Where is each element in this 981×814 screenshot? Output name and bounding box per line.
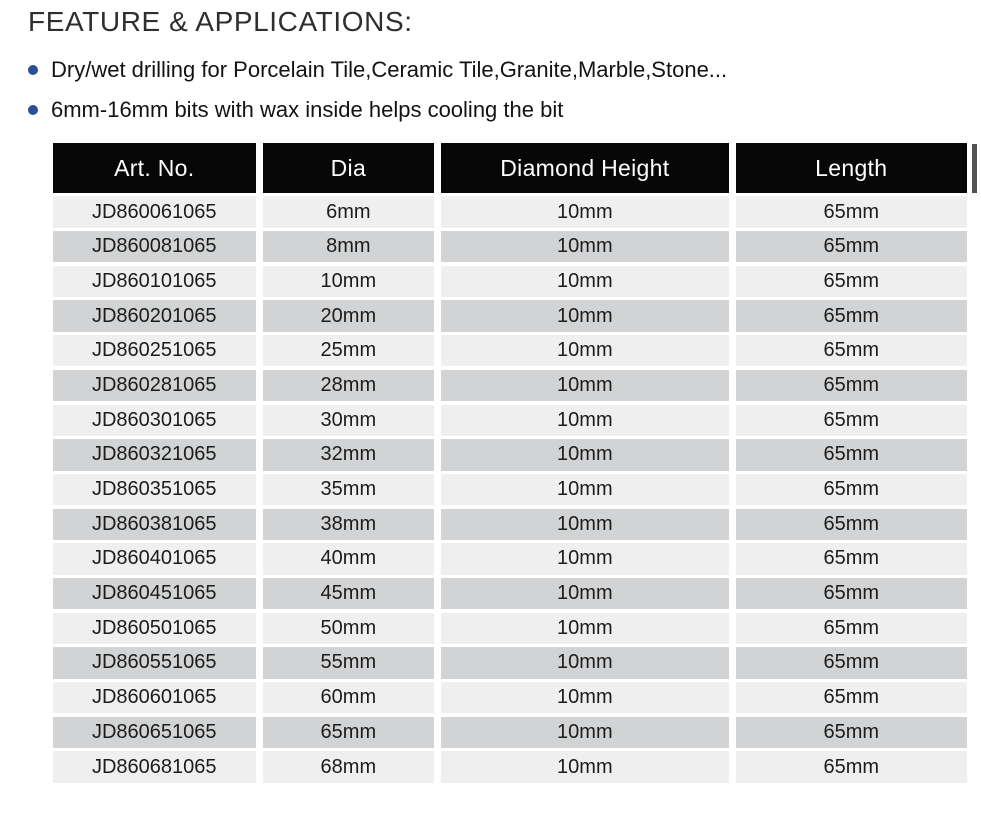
list-item: [28, 96, 727, 123]
table-cell: JD860651065: [53, 717, 256, 748]
table-cell: JD860061065: [53, 196, 256, 227]
table-cell: JD860601065: [53, 682, 256, 713]
table-cell: 65mm: [736, 682, 967, 713]
table-cell: JD860501065: [53, 613, 256, 644]
table-cell: 28mm: [263, 370, 435, 401]
table-cell: 65mm: [736, 751, 967, 782]
table-cell: 65mm: [736, 613, 967, 644]
table-row: [53, 266, 967, 297]
table-cell: 45mm: [263, 578, 435, 609]
table-cell: 65mm: [736, 578, 967, 609]
table-cell: 10mm: [441, 474, 728, 505]
table-cell: 65mm: [736, 231, 967, 262]
table-row: [53, 647, 967, 678]
table-cell: 10mm: [263, 266, 435, 297]
spec-table: [53, 143, 967, 783]
table-cell: 65mm: [736, 474, 967, 505]
table-cell: 30mm: [263, 405, 435, 436]
column-header: Art. No.: [53, 143, 256, 193]
table-cell: 38mm: [263, 509, 435, 540]
table-cell: JD860101065: [53, 266, 256, 297]
table-cell: 10mm: [441, 613, 728, 644]
table-row: [53, 196, 967, 227]
table-cell: 60mm: [263, 682, 435, 713]
bullet-icon: [28, 65, 38, 75]
column-header: Dia: [263, 143, 435, 193]
table-cell: 65mm: [263, 717, 435, 748]
table-cell: JD860201065: [53, 300, 256, 331]
table-cell: JD860351065: [53, 474, 256, 505]
header-shadow: [972, 144, 977, 193]
table-cell: 65mm: [736, 370, 967, 401]
table-cell: JD860551065: [53, 647, 256, 678]
table-cell: 10mm: [441, 682, 728, 713]
table-cell: 32mm: [263, 439, 435, 470]
table-cell: 10mm: [441, 231, 728, 262]
feature-list: [28, 56, 727, 136]
table-row: [53, 300, 967, 331]
table-cell: 65mm: [736, 196, 967, 227]
column-header: Diamond Height: [441, 143, 728, 193]
table-cell: 10mm: [441, 509, 728, 540]
table-cell: 55mm: [263, 647, 435, 678]
feature-text: Dry/wet drilling for Porcelain Tile,Ceramic Tile,Granite,Marble,Stone...: [51, 56, 728, 82]
spec-table-header: [53, 143, 967, 193]
table-row: [53, 578, 967, 609]
table-cell: 40mm: [263, 543, 435, 574]
feature-text: 6mm-16mm bits with wax inside helps cooling the bit: [51, 96, 564, 122]
list-item: [28, 56, 727, 83]
table-cell: JD860251065: [53, 335, 256, 366]
table-cell: 65mm: [736, 335, 967, 366]
table-cell: 6mm: [263, 196, 435, 227]
table-cell: JD860401065: [53, 543, 256, 574]
table-cell: 65mm: [736, 266, 967, 297]
table-cell: JD860681065: [53, 751, 256, 782]
table-row: [53, 543, 967, 574]
table-cell: JD860381065: [53, 509, 256, 540]
table-row: [53, 231, 967, 262]
table-row: [53, 751, 967, 782]
table-cell: JD860321065: [53, 439, 256, 470]
table-row: [53, 405, 967, 436]
table-cell: 10mm: [441, 196, 728, 227]
table-cell: JD860081065: [53, 231, 256, 262]
table-cell: 50mm: [263, 613, 435, 644]
table-cell: JD860301065: [53, 405, 256, 436]
table-row: [53, 370, 967, 401]
table-cell: 10mm: [441, 439, 728, 470]
table-cell: JD860281065: [53, 370, 256, 401]
table-cell: 68mm: [263, 751, 435, 782]
spec-table-body: [53, 196, 967, 782]
table-cell: 10mm: [441, 647, 728, 678]
table-cell: 8mm: [263, 231, 435, 262]
table-row: [53, 439, 967, 470]
table-cell: JD860451065: [53, 578, 256, 609]
column-header: Length: [736, 143, 967, 193]
table-cell: 10mm: [441, 751, 728, 782]
table-row: [53, 717, 967, 748]
table-cell: 10mm: [441, 405, 728, 436]
table-cell: 25mm: [263, 335, 435, 366]
table-cell: 65mm: [736, 405, 967, 436]
table-cell: 10mm: [441, 717, 728, 748]
table-cell: 65mm: [736, 543, 967, 574]
table-row: [53, 335, 967, 366]
table-cell: 65mm: [736, 439, 967, 470]
table-cell: 65mm: [736, 300, 967, 331]
table-cell: 65mm: [736, 647, 967, 678]
bullet-icon: [28, 105, 38, 115]
table-cell: 10mm: [441, 266, 728, 297]
table-row: [53, 474, 967, 505]
table-cell: 10mm: [441, 370, 728, 401]
table-cell: 65mm: [736, 509, 967, 540]
table-cell: 10mm: [441, 300, 728, 331]
table-cell: 10mm: [441, 335, 728, 366]
table-cell: 20mm: [263, 300, 435, 331]
page-title: FEATURE & APPLICATIONS:: [28, 6, 413, 37]
table-row: [53, 613, 967, 644]
table-cell: 35mm: [263, 474, 435, 505]
table-row: [53, 509, 967, 540]
table-cell: 10mm: [441, 578, 728, 609]
table-cell: 10mm: [441, 543, 728, 574]
table-cell: 65mm: [736, 717, 967, 748]
table-row: [53, 682, 967, 713]
